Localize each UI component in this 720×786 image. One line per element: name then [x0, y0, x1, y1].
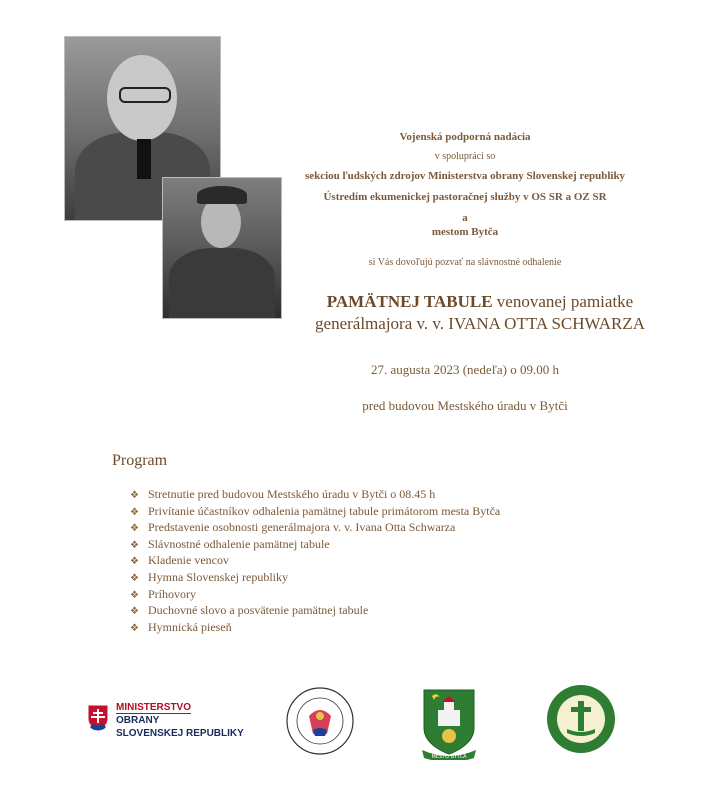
bytca-coat-of-arms-icon [418, 688, 480, 760]
invitation-line: si Vás dovoľujú pozvať na slávnostné odhalenie [368, 257, 562, 268]
slovak-coat-of-arms-icon [86, 703, 110, 733]
event-place: pred budovou Mestského úradu v Bytči [362, 398, 568, 413]
program-item: ❖ Stretnutie pred budovou Mestského úradu v Bytči o 08.45 h [130, 487, 436, 501]
diamond-bullet-icon: ❖ [130, 556, 139, 568]
diamond-bullet-icon: ❖ [130, 506, 139, 518]
program-item: ❖ Hymnická pieseň [130, 619, 232, 634]
bytca-banner-text: MESTO BYTČA [431, 754, 467, 760]
program-heading: Program [112, 452, 168, 469]
town-line: mestom Bytča [431, 226, 499, 238]
title-name: IVANA OTTA SCHWARZA [448, 314, 645, 333]
title-bold-part: PAMÄTNEJ TABULE [326, 292, 493, 311]
diamond-bullet-icon: ❖ [130, 539, 139, 551]
program-item: ❖ Kladenie vencov [130, 553, 229, 568]
foundation-seal-icon [285, 686, 355, 756]
diamond-bullet-icon: ❖ [130, 622, 139, 634]
ministry-logo-line2: OBRANY [116, 715, 160, 726]
program-item: ❖ Slávnostné odhalenie pamätnej tabule [130, 536, 330, 551]
conjunction-line: a [462, 212, 468, 224]
ministry-logo-line3: SLOVENSKEJ REPUBLIKY [116, 728, 244, 739]
ministry-section-line: sekciou ľudských zdrojov Ministerstva obrany Slovenskej republiky [304, 170, 626, 182]
portrait-photo-young-airman [162, 177, 282, 319]
program-item: ❖ Duchovné slovo a posvätenie pamätnej tabule [130, 603, 369, 618]
event-date: 27. augusta 2023 (nedeľa) o 09.00 h [371, 362, 559, 377]
cooperation-line: v spolupráci so [434, 151, 496, 162]
diamond-bullet-icon: ❖ [130, 523, 139, 535]
event-title [270, 292, 690, 336]
program-item: ❖ Hymna Slovenskej republiky [130, 569, 288, 584]
organizer-line: Vojenská podporná nadácia [399, 131, 531, 143]
title-rest-part: venovanej pamiatke [492, 292, 634, 311]
ministry-logo-line1: MINISTERSTVO [116, 702, 192, 713]
diamond-bullet-icon: ❖ [130, 572, 139, 584]
pastoral-service-seal-icon [545, 683, 617, 755]
title-rank: generálmajora v. v. [315, 314, 449, 333]
diamond-bullet-icon: ❖ [130, 606, 139, 618]
program-list [130, 487, 500, 636]
ministry-logo-text [116, 701, 244, 740]
program-item: ❖ Príhovory [130, 586, 196, 601]
diamond-bullet-icon: ❖ [130, 490, 139, 501]
organizers-block [280, 131, 650, 246]
program-item: ❖ Predstavenie osobnosti generálmajora v. v. Ivana Otta Schwarza [130, 520, 456, 535]
pastoral-service-line: Ústredím ekumenickej pastoračnej služby v OS SR a OZ SR [323, 191, 607, 203]
program-item: ❖ Privítanie účastníkov odhalenia pamätnej tabule primátorom mesta Bytča [130, 503, 501, 518]
diamond-bullet-icon: ❖ [130, 589, 139, 601]
